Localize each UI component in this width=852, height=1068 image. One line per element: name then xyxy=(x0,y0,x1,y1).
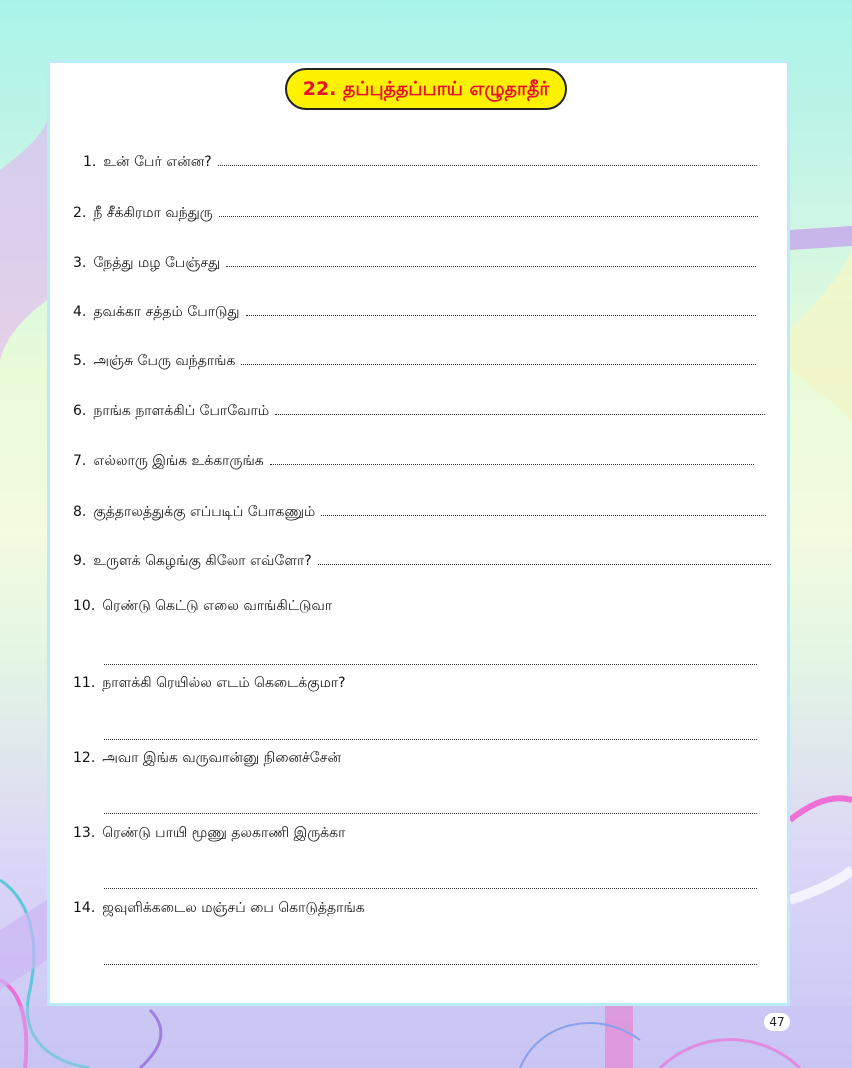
question-text: நீ சீக்கிரமா வந்துரு xyxy=(93,205,213,221)
page-number: 47 xyxy=(764,1013,790,1031)
question-3 xyxy=(73,251,756,273)
question-number: 5. xyxy=(73,353,87,369)
question-number: 10. xyxy=(73,598,96,614)
question-text: தவக்கா சத்தம் போடுது xyxy=(93,304,240,320)
question-number: 6. xyxy=(73,403,87,419)
answer-line[interactable] xyxy=(219,201,758,217)
question-text: எல்லாரு இங்க உக்காருங்க xyxy=(93,453,264,469)
answer-line[interactable] xyxy=(318,549,771,565)
question-6 xyxy=(73,399,765,421)
question-12 xyxy=(73,750,341,772)
question-7 xyxy=(73,449,754,471)
question-text: உருளக் கெழங்கு கிலோ எவ்ளோ? xyxy=(93,553,312,569)
question-text: அஞ்சு பேரு வந்தாங்க xyxy=(93,353,236,369)
question-number: 7. xyxy=(73,453,87,469)
question-5 xyxy=(73,349,756,371)
question-4 xyxy=(73,300,756,322)
question-number: 11. xyxy=(73,675,96,691)
answer-line[interactable] xyxy=(241,349,756,365)
question-14 xyxy=(73,900,365,922)
answer-line[interactable] xyxy=(246,300,756,316)
question-number: 13. xyxy=(73,825,96,841)
answer-line[interactable] xyxy=(104,739,757,740)
answer-line[interactable] xyxy=(104,964,757,965)
question-text: உன் பேர் என்ன? xyxy=(103,154,212,170)
question-text: அவா இங்க வருவான்னு நினைச்சேன் xyxy=(102,750,342,766)
answer-line[interactable] xyxy=(104,888,757,889)
answer-line[interactable] xyxy=(104,664,757,665)
question-text: குத்தாலத்துக்கு எப்படிப் போகணும் xyxy=(93,504,316,520)
answer-line[interactable] xyxy=(104,813,757,814)
question-11 xyxy=(73,675,346,697)
question-2 xyxy=(73,201,758,223)
question-text: ரெண்டு பாயி மூணு தலகாணி இருக்கா xyxy=(102,825,346,841)
page-title: 22. தப்புத்தப்பாய் எழுதாதீர் xyxy=(285,68,568,110)
question-10 xyxy=(73,598,332,620)
answer-line[interactable] xyxy=(275,399,765,415)
question-number: 9. xyxy=(73,553,87,569)
question-number: 14. xyxy=(73,900,96,916)
question-number: 3. xyxy=(73,255,87,271)
question-number: 4. xyxy=(73,304,87,320)
question-text: ஜவுளிக்கடைல மஞ்சப் பை கொடுத்தாங்க xyxy=(102,900,365,916)
question-text: ரெண்டு கெட்டு எலை வாங்கிட்டுவா xyxy=(102,598,333,614)
question-8 xyxy=(73,500,766,522)
title-banner xyxy=(0,68,852,110)
answer-line[interactable] xyxy=(270,449,754,465)
question-13 xyxy=(73,825,345,847)
question-9 xyxy=(73,549,771,571)
question-number: 8. xyxy=(73,504,87,520)
question-number: 1. xyxy=(83,154,97,170)
answer-line[interactable] xyxy=(218,150,757,166)
question-number: 12. xyxy=(73,750,96,766)
question-text: நாங்க நாளக்கிப் போவோம் xyxy=(93,403,270,419)
question-text: நேத்து மழ பேஞ்சது xyxy=(93,255,221,271)
question-number: 2. xyxy=(73,205,87,221)
answer-line[interactable] xyxy=(226,251,756,267)
question-1 xyxy=(83,150,757,172)
answer-line[interactable] xyxy=(321,500,766,516)
question-text: நாளக்கி ரெயில்ல எடம் கெடைக்குமா? xyxy=(102,675,346,691)
